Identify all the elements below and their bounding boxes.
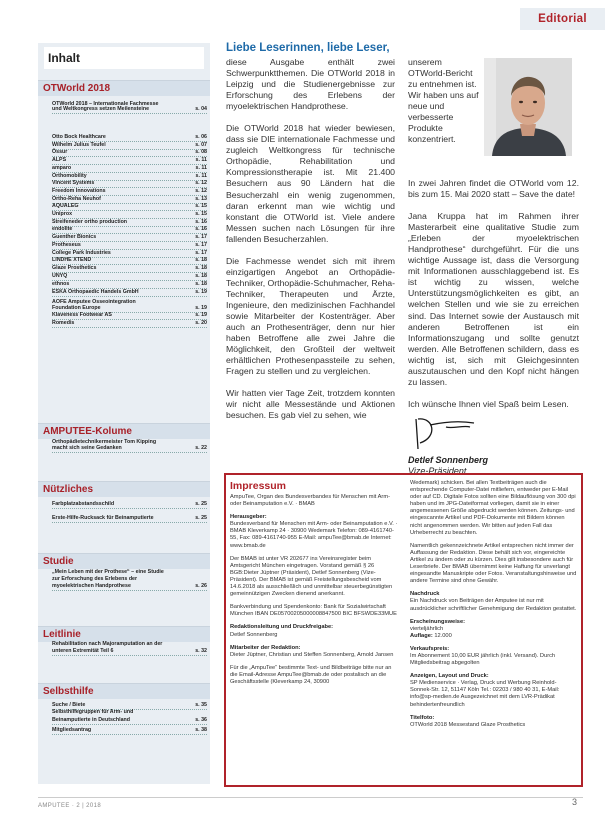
toc-entry-title: unteren Extremität Teil 6 (52, 648, 114, 654)
toc-entry[interactable] (52, 515, 207, 523)
toc-entry-page: s. 11 (195, 173, 207, 179)
impressum-block (230, 665, 399, 686)
toc-entry[interactable] (52, 134, 207, 142)
toc-entry-title: macht sich seine Gedanken (52, 445, 122, 451)
impressum-block (230, 604, 399, 618)
toc-entry-page: s. 07 (195, 142, 207, 148)
toc-entry-title: AQUALEG (52, 203, 79, 209)
toc-entry-title: College Park Industries (52, 250, 111, 256)
toc-entry-page: s. 38 (195, 727, 207, 733)
impressum-block (410, 715, 577, 729)
toc-entry-title: AOFE Amputee Osseointegration (52, 299, 136, 305)
editorial-paragraph: In zwei Jahren findet die OTWorld vom 12. bis zum 15. Mai 2020 statt – Save the date! (408, 178, 579, 200)
toc-entry-title: UNYQ (52, 273, 68, 279)
toc-entry-page: s. 25 (195, 501, 207, 507)
toc-entry[interactable] (52, 583, 207, 591)
toc-entry-title: und Weltkongress setzen Meilensteine (52, 106, 150, 112)
toc-entry-title: zur Erforschung des Erlebens der (52, 576, 138, 582)
editorial-column-1 (226, 57, 395, 432)
footer-divider (38, 797, 583, 798)
toc-entry-title: Mitgliedsantrag (52, 727, 92, 733)
impressum-text: Detlef Sonnenberg (230, 631, 278, 638)
toc-entry[interactable] (52, 727, 207, 735)
editorial-paragraph: Die Fachmesse wendet sich mit ihrem einzigartigen Angebot an Orthopädie-Techniker, Orthopädie-Schuhmacher, Reha-Techniker, Therapeuten und Ärzte, Ingenieure, den medizinischen Fachhandel sowie Mitarbeiter der Kostenträger. Aber auch an Prothesenträger, denn nur hier haben Betroffene alle zwei Jahre die Möglichkeit, den Großteil der weltweit erhältlichen Prothesenpassteile zu sehen, Fragen zu stellen und zu vergleichen. (226, 255, 396, 377)
toc-entry-title: Klaveness Footwear AS (52, 312, 112, 318)
toc-entry-title: ALPS (52, 157, 67, 163)
footer-issue: AMPUTEE · 2 | 2018 (38, 803, 102, 809)
author-photo (484, 58, 572, 156)
editorial-headline: Liebe Leserinnen, liebe Leser, (226, 42, 390, 54)
toc-entry-title: Orthomobility (52, 173, 87, 179)
impressum-block (410, 591, 577, 612)
impressum-block (230, 556, 399, 599)
impressum-text: Im Abonnement 10,00 EUR jährlich (inkl. Versand). Durch Mitgliedsbeitrag abgegolten (410, 652, 556, 667)
impressum-block (230, 645, 399, 659)
impressum-block (410, 646, 577, 667)
toc-section-heading: Selbsthilfe (38, 683, 210, 699)
toc-entry-title: „Mein Leben mit der Prothese“ – eine Studie (52, 569, 164, 575)
toc-entry-page (205, 576, 207, 583)
toc-entry-title: Beinamputierte in Deutschland (52, 717, 130, 723)
toc-entry-title: Freedom Innovations (52, 188, 106, 194)
toc-entry-page: s. 06 (195, 134, 207, 140)
toc-entry-title: ethnos (52, 281, 70, 287)
impressum-title: Impressum (230, 480, 287, 492)
toc-entry-page: s. 16 (195, 226, 207, 232)
toc-entry-page (205, 709, 207, 716)
toc-entry[interactable] (52, 165, 207, 173)
toc-entry-title: Protheseus (52, 242, 81, 248)
impressum-label: Auflage: (410, 632, 433, 639)
toc-entry[interactable] (52, 273, 207, 281)
toc-entry-page: s. 18 (195, 265, 207, 271)
toc-entry-page: s. 12 (195, 180, 207, 186)
toc-entry[interactable] (52, 257, 207, 265)
impressum-label: Redaktionsleitung und Druckfreigabe: (230, 624, 334, 631)
toc-entry-page: s. 32 (195, 648, 207, 654)
toc-entry[interactable] (52, 203, 207, 211)
impressum-block (230, 494, 399, 508)
impressum-text: Ein Nachdruck von Beiträgen der Amputee ist nur mit ausdrücklicher schriftlicher Genehmigung der Redaktion gestattet. (410, 598, 577, 612)
toc-entry[interactable] (52, 576, 207, 583)
toc-section-heading: Studie (38, 553, 210, 569)
editorial-paragraph: Die OTWorld 2018 hat wieder bewiesen, dass sie DIE internationale Fachmesse und zugleich Weltkongress für technische Orthopädie, Rehabilitation und Kompressionstherapie ist. Mit 21.400 Besuchern aus 90 Ländern hat die Besucherzahl ein wenig zugenommen, daran erkennt man wie wichtig und konstant die OTWorld ist. Viele andere Messen suchen nach Lösungen für ihre fallenden Besucherzahlen. (226, 123, 395, 244)
impressum-right-column (410, 480, 577, 735)
editorial-paragraph: Jana Kruppa hat im Rahmen ihrer Masterarbeit eine qualitative Studie zum „Erleben der myoelektrischen Handprothese“ durchgeführt. Für die uns wichtige Aussage ist, dass die Versorgung mit Informationen ausschlaggebend ist. Es ist wichtig zu wissen, welche Unterstützungsmöglichkeiten es gibt, an welchen Stellen und wie sie zu erreichen sind. Das Internet sowie der Austausch mit anderen Betroffenen ist ein Informationszugang und sollte genutzt werden. Alle Betroffenen schildern, dass es wichtig ist, sich mit Gleichgesinnten auszutauschen und den Kopf nicht hängen zu lassen. (408, 211, 579, 387)
toc-entry-page: s. 08 (195, 149, 207, 155)
toc-entry-title: Wilhelm Julius Teufel (52, 142, 106, 148)
toc-entry-page: s. 22 (195, 445, 207, 451)
toc-entry[interactable] (52, 569, 207, 576)
impressum-block (410, 619, 577, 640)
toc-section-heading: Nützliches (38, 481, 210, 497)
impressum-label: Mitarbeiter der Redaktion: (230, 644, 301, 651)
impressum-text: Namentlich gekennzeichnete Artikel entsprechen nicht immer der Auffassung der Redaktion. Diese behält sich vor, eingereichte Artikel zu ändern oder zu kürzen. Dies gilt insbesondere auch für Leserbriefe. Der BMAB übernimmt keine Haftung für unverlangt eingesandte Manuskripte oder Fotos. Veranstaltungshinweise und andere Termine sind ohne Gewähr. (410, 542, 577, 585)
toc-entry-page: s. 36 (195, 717, 207, 723)
impressum-left-column (230, 494, 399, 692)
impressum-block (230, 514, 399, 549)
impressum-text: Wedemark) schicken. Bei allen Textbeiträgen auch die entsprechende Computer-Datei mitliefern, entweder per E-Mail oder auf CD. Digitale Fotos sollten eine Bildauflösung von 300 dpi haben und im JPG-Dateiformat vorliegen, damit sie in einer angemessenen Größe abgedruckt werden können. Zeitungs- und eingescannte Artikel und PDF-Dokumente mit Bildern können nicht angenommen werden. Wir bitten auf jeden Fall das Urheberrecht zu beachten. (410, 480, 576, 536)
impressum-text: Bankverbindung und Spendenkonto: Bank für Sozialwirtschaft München IBAN DE05700205000008847500 BIC BFSWDE33MUE (230, 604, 397, 618)
toc-entry-title: Erste-Hilfe-Rucksack für Beinamputierte (52, 515, 154, 521)
signature-icon (408, 413, 478, 451)
toc-entry-page: s. 18 (195, 273, 207, 279)
toc-entry[interactable] (52, 641, 207, 648)
toc-entry-page: s. 12 (195, 188, 207, 194)
signature-role: Vize-Präsident (408, 466, 467, 476)
impressum-label: Titelfoto: (410, 714, 435, 721)
toc-entry[interactable] (52, 180, 207, 188)
impressum-text: Dieter Jüptner, Christian und Steffen Sonnenberg, Arnold Jansen (230, 651, 394, 658)
impressum-label: Anzeigen, Layout und Druck: (410, 673, 489, 680)
toc-entry[interactable] (52, 226, 207, 234)
toc-entry-title: OTWorld 2018 – Internationale Fachmesse (52, 101, 159, 107)
toc-entry-page: s. 35 (195, 702, 207, 708)
impressum-block (410, 673, 577, 708)
impressum-label: Verkaufspreis: (410, 645, 450, 652)
editorial-paragraph: Wir hatten vier Tage Zeit, trotzdem konnten wir nicht alle Messestände und Aktionen besuchen. Es gab viel zu sehen, wie (226, 388, 395, 421)
toc-entry-page: s. 15 (195, 211, 207, 217)
toc-entry[interactable] (52, 312, 207, 320)
impressum-text: Für die „AmpuTee“ bestimmte Text- und Bildbeiträge bitte nur an die Email-Adresse AmpuTee@bmab.de oder postalisch an die Geschäftsstelle (Kleverkamp 24, 30900 (230, 664, 392, 685)
toc-entry-title: Össur (52, 149, 68, 155)
toc-entry-title: Suche / Biete (52, 702, 86, 708)
impressum-block (230, 624, 399, 638)
toc-entry[interactable] (52, 106, 207, 114)
toc-entry-title: Orthopädietechnikermeister Tom Kipping (52, 439, 157, 445)
impressum-block (410, 480, 577, 537)
toc-entry-title: ESKA Orthopaedic Handels GmbH (52, 289, 139, 295)
section-tag: Editorial (520, 8, 605, 30)
editorial-paragraph: Ich wünsche Ihnen viel Spaß beim Lesen. (408, 398, 569, 409)
impressum-text: SP Medienservice · Verlag, Druck und Werbung Reinhold-Sonnek-Str. 12, 51147 Köln Tel.: 02203 / 980 40 31, E-Mail: info@sp-medien.de Ausgezeichnet mit dem LVR-Prädikat behindertenfreundlich (410, 680, 560, 708)
toc-entry-page: s. 11 (195, 165, 207, 171)
toc-entry-title: Vincent Systems (52, 180, 95, 186)
toc-entry-page: s. 18 (195, 281, 207, 287)
impressum-label: Erscheinungsweise: (410, 618, 465, 625)
toc-entry-page: s. 26 (195, 583, 207, 589)
toc-entry[interactable] (52, 320, 207, 328)
toc-entry-page: s. 17 (195, 234, 207, 240)
impressum-text: 12.000 (434, 632, 452, 639)
toc-entry[interactable] (52, 445, 207, 453)
toc-entry-page: s. 19 (195, 312, 207, 318)
impressum-text: Bundesverband für Menschen mit Arm- oder Beinamputation e.V. · BMAB Kleverkamp 24 · 30900 Wedemark Telefon: 089-4161740-55, Fax: 089-4161740-955 E-Mail: ampuTee@bmab.de Internet: www.bmab.de (230, 521, 398, 549)
toc-entry-title: amparo (52, 165, 72, 171)
toc-entry[interactable] (52, 648, 207, 656)
toc-entry[interactable] (52, 234, 207, 242)
impressum-label: Herausgeber: (230, 514, 267, 521)
toc-entry-page (205, 641, 207, 648)
toc-entry-title: Uniprox (52, 211, 73, 217)
toc-entry-title: endolite (52, 226, 73, 232)
toc-entry-page: s. 15 (195, 203, 207, 209)
toc-entry[interactable] (52, 709, 207, 716)
toc-entry[interactable] (52, 501, 207, 509)
toc-entry-title: Glaze Prosthetics (52, 265, 97, 271)
impressum-block (410, 543, 577, 586)
toc-entry-title: LINDHE XTEND (52, 257, 92, 263)
toc-entry-page: s. 13 (195, 196, 207, 202)
toc-entry-page: s. 25 (195, 515, 207, 521)
toc-entry-page (205, 569, 207, 576)
toc-entry-title: Romedis (52, 320, 75, 326)
toc-title: Inhalt (44, 47, 204, 69)
toc-entry-page: s. 17 (195, 250, 207, 256)
toc-entry-title: Otto Bock Healthcare (52, 134, 106, 140)
toc-entry-page: s. 11 (195, 157, 207, 163)
page-number: 3 (572, 797, 578, 807)
impressum-text: vierteljährlich (410, 625, 444, 632)
toc-entry-page: s. 04 (195, 106, 207, 112)
editorial-column-2 (408, 178, 579, 421)
toc-section-heading: OTWorld 2018 (38, 80, 210, 96)
toc-entry-title: Streifeneder ortho production (52, 219, 128, 225)
toc-entry-page: s. 19 (195, 289, 207, 295)
impressum-text: Der BMAB ist unter VR 202677 ins Vereinsregister beim Amtsgericht München eingetragen. Vorstand gemäß § 26 BGB:Dieter Jüptner (Präsident), Detlef Sonnenberg (Vize-Präsident). Der BMAB ist gemäß Freistellungsbescheid vom 14.6.2018 als ausschließlich und unmittelbar steuerbegünstigten gemeinnützigen Zwecken dienend anerkannt. (230, 555, 393, 598)
toc-entry[interactable] (52, 157, 207, 165)
toc-entry-title: Foundation Europe (52, 305, 101, 311)
toc-entry-title: Selbsthilfegruppen für Arm- und (52, 709, 134, 715)
toc-section-heading: AMPUTEE-Kolume (38, 423, 210, 439)
toc-entry-page: s. 18 (195, 257, 207, 263)
toc-section-heading: Leitlinie (38, 626, 210, 642)
toc-entry-title: Ortho-Reha Neuhof (52, 196, 101, 202)
impressum-text: OTWorld 2018 Messestand Glaze Prosthetics (410, 721, 526, 728)
toc-entry[interactable] (52, 242, 207, 250)
toc-entry[interactable] (52, 211, 207, 219)
toc-entry-title: myoelektrischen Handprothese (52, 583, 131, 589)
toc-entry[interactable] (52, 265, 207, 273)
signature-name: Detlef Sonnenberg (408, 455, 489, 465)
toc-entry-page: s. 16 (195, 219, 207, 225)
toc-entry-title: Guenther Bionics (52, 234, 97, 240)
toc-entry[interactable] (52, 281, 207, 289)
impressum-label: Nachdruck (410, 591, 440, 598)
toc-entry-page: s. 19 (195, 305, 207, 311)
toc-entry-title: Farbplatzabstandsschild (52, 501, 115, 507)
toc-entry-page: s. 17 (195, 242, 207, 248)
toc-entry[interactable] (52, 289, 207, 297)
toc-entry[interactable] (52, 188, 207, 196)
impressum-text: AmpuTee, Organ des Bundesverbandes für Menschen mit Arm- oder Beinamputation e.V. · BMAB (230, 494, 390, 508)
toc-entry[interactable] (52, 149, 207, 157)
editorial-paragraph: diese Ausgabe enthält zwei Schwerpunktthemen. Die OTWorld 2018 in Leipzig und die Studienergebnisse zur Erforschung des Erlebens der myoelektrischen Handprothese. (226, 57, 395, 112)
toc-entry-title: Rehabilitation nach Majoramputation an der (52, 641, 163, 647)
toc-entry[interactable] (52, 717, 207, 725)
toc-entry-page: s. 20 (195, 320, 207, 326)
editorial-column-2-top: unserem OTWorld-Bericht zu entnehmen ist. Wir haben uns auf neue und verbesserte Produkte konzentriert. (408, 57, 479, 145)
